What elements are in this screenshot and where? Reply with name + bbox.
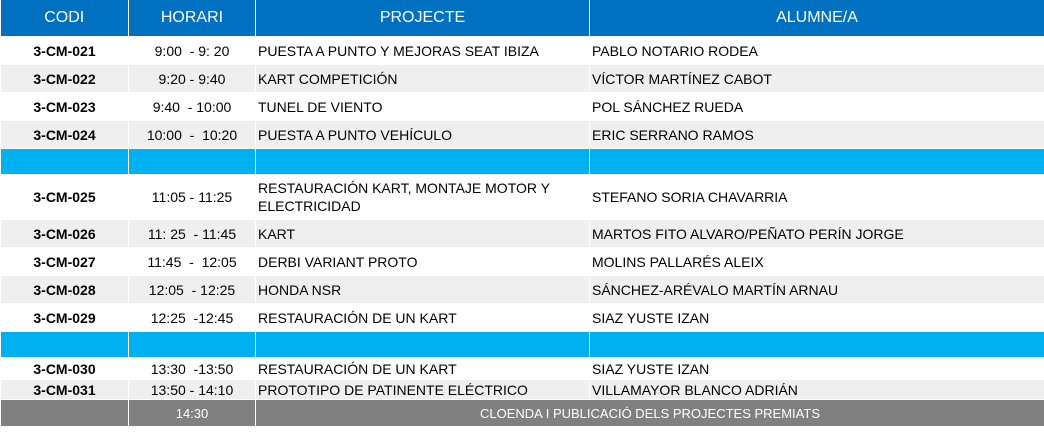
row-code: 3-CM-021: [1, 37, 129, 65]
row-time: 11: 25 - 11:45: [129, 220, 256, 248]
row-project: RESTAURACIÓN KART, MONTAJE MOTOR Y ELECTRICIDAD: [256, 175, 590, 220]
row-code: 3-CM-024: [1, 121, 129, 149]
row-project: PUESTA A PUNTO Y MEJORAS SEAT IBIZA: [256, 37, 590, 65]
row-code: 3-CM-029: [1, 304, 129, 332]
header-horari: HORARI: [129, 0, 256, 37]
table-row: [1, 175, 1044, 220]
table-row: [1, 121, 1044, 149]
row-time: 12:05 - 12:25: [129, 276, 256, 304]
row-time: 13:50 - 14:10: [129, 380, 256, 400]
row-time: 12:25 -12:45: [129, 304, 256, 332]
row-student: SÁNCHEZ-ARÉVALO MARTÍN ARNAU: [590, 276, 1044, 304]
row-student: VILLAMAYOR BLANCO ADRIÁN: [590, 380, 1044, 400]
row-project: HONDA NSR: [256, 276, 590, 304]
table-row: [1, 93, 1044, 121]
table-row: [1, 65, 1044, 93]
table-row: [1, 220, 1044, 248]
row-time: 9:00 - 9: 20: [129, 37, 256, 65]
row-student: ERIC SERRANO RAMOS: [590, 121, 1044, 149]
row-student: MOLINS PALLARÉS ALEIX: [590, 248, 1044, 276]
footer-text: CLOENDA I PUBLICACIÓ DELS PROJECTES PREMIATS: [256, 400, 1044, 427]
row-project: TUNEL DE VIENTO: [256, 93, 590, 121]
row-project: RESTAURACIÓN DE UN KART: [256, 358, 590, 380]
row-time: 13:30 -13:50: [129, 358, 256, 380]
row-code: 3-CM-023: [1, 93, 129, 121]
row-student: PABLO NOTARIO RODEA: [590, 37, 1044, 65]
table-row: [1, 358, 1044, 380]
row-time: 11:45 - 12:05: [129, 248, 256, 276]
row-code: 3-CM-025: [1, 175, 129, 220]
row-project: PUESTA A PUNTO VEHÍCULO: [256, 121, 590, 149]
row-student: MARTOS FITO ALVARO/PEÑATO PERÍN JORGE: [590, 220, 1044, 248]
row-project: KART: [256, 220, 590, 248]
row-code: 3-CM-026: [1, 220, 129, 248]
row-student: SIAZ YUSTE IZAN: [590, 358, 1044, 380]
header-projecte: PROJECTE: [256, 0, 590, 37]
row-student: VÍCTOR MARTÍNEZ CABOT: [590, 65, 1044, 93]
row-student: STEFANO SORIA CHAVARRIA: [590, 175, 1044, 220]
row-project: KART COMPETICIÓN: [256, 65, 590, 93]
row-code: 3-CM-030: [1, 358, 129, 380]
row-student: POL SÁNCHEZ RUEDA: [590, 93, 1044, 121]
row-time: 11:05 - 11:25: [129, 175, 256, 220]
footer-row: [1, 400, 1044, 427]
row-time: 9:40 - 10:00: [129, 93, 256, 121]
header-codi: CODI: [1, 0, 129, 37]
footer-time: 14:30: [129, 400, 256, 427]
row-code: 3-CM-022: [1, 65, 129, 93]
row-code: 3-CM-028: [1, 276, 129, 304]
table-row: [1, 248, 1044, 276]
row-code: 3-CM-031: [1, 380, 129, 400]
table-row: [1, 276, 1044, 304]
row-code: 3-CM-027: [1, 248, 129, 276]
row-project: RESTAURACIÓN DE UN KART: [256, 304, 590, 332]
row-student: SIAZ YUSTE IZAN: [590, 304, 1044, 332]
table-row: [1, 380, 1044, 400]
table-row: [1, 37, 1044, 65]
break-row: [1, 149, 1044, 175]
row-time: 9:20 - 9:40: [129, 65, 256, 93]
header-row: [1, 0, 1044, 37]
row-project: PROTOTIPO DE PATINENTE ELÉCTRICO: [256, 380, 590, 400]
row-project: DERBI VARIANT PROTO: [256, 248, 590, 276]
header-alumne: ALUMNE/A: [590, 0, 1044, 37]
table-row: [1, 304, 1044, 332]
row-time: 10:00 - 10:20: [129, 121, 256, 149]
break-row: [1, 332, 1044, 358]
